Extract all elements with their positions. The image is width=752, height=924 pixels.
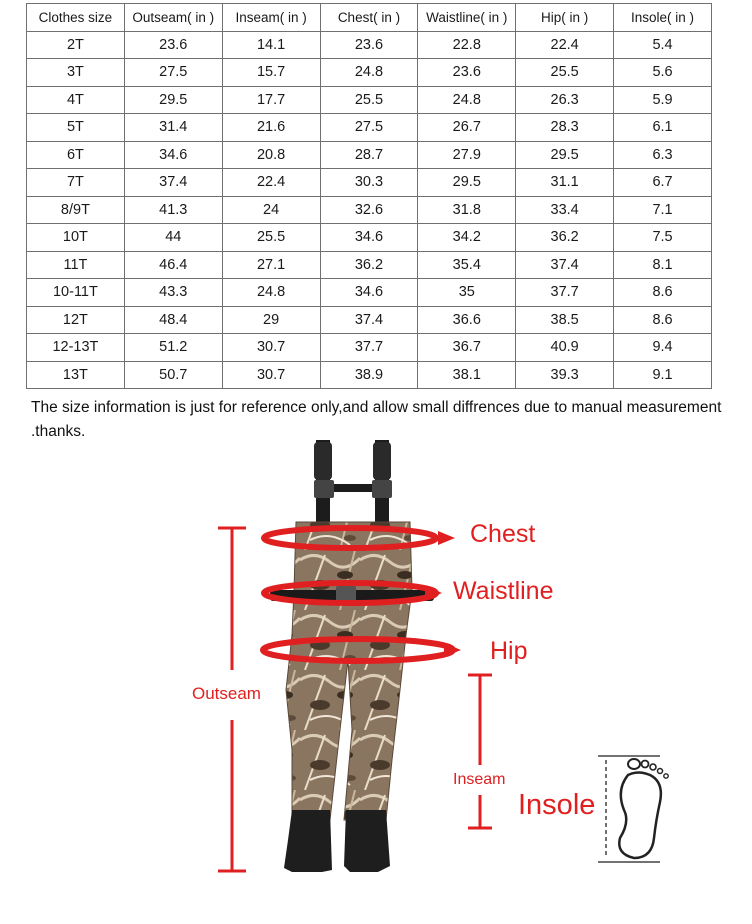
measurement-cell: 26.7 xyxy=(418,114,516,142)
measurement-cell: 36.7 xyxy=(418,334,516,362)
measurement-cell: 29.5 xyxy=(124,86,222,114)
size-cell: 12-13T xyxy=(27,334,125,362)
measurement-cell: 25.5 xyxy=(516,59,614,87)
measurement-cell: 25.5 xyxy=(222,224,320,252)
size-note: The size information is just for reference only,and allow small diffrences due to manual measurement .thanks. xyxy=(31,399,722,440)
measurement-cell: 37.4 xyxy=(320,306,418,334)
header-cell: Chest( in ) xyxy=(320,4,418,32)
table-row xyxy=(27,334,712,362)
measurement-cell: 23.6 xyxy=(418,59,516,87)
header-cell: Insole( in ) xyxy=(614,4,712,32)
measurement-cell: 46.4 xyxy=(124,251,222,279)
measurement-cell: 5.9 xyxy=(614,86,712,114)
measurement-cell: 6.1 xyxy=(614,114,712,142)
measurement-cell: 29 xyxy=(222,306,320,334)
size-cell: 13T xyxy=(27,361,125,389)
size-cell: 3T xyxy=(27,59,125,87)
waistline-label: Waistline xyxy=(453,577,554,605)
measurement-cell: 24.8 xyxy=(320,59,418,87)
inseam-bracket xyxy=(468,675,492,828)
inseam-label: Inseam xyxy=(453,771,506,788)
measurement-cell: 28.3 xyxy=(516,114,614,142)
measurement-cell: 39.3 xyxy=(516,361,614,389)
wader-body xyxy=(286,522,412,820)
measurement-cell: 25.5 xyxy=(320,86,418,114)
measurement-cell: 32.6 xyxy=(320,196,418,224)
measurement-cell: 6.7 xyxy=(614,169,712,197)
left-boot xyxy=(284,810,332,872)
measurement-cell: 38.5 xyxy=(516,306,614,334)
size-chart-table xyxy=(26,3,712,389)
measurement-cell: 31.1 xyxy=(516,169,614,197)
measurement-cell: 51.2 xyxy=(124,334,222,362)
size-cell: 11T xyxy=(27,251,125,279)
measurement-cell: 30.3 xyxy=(320,169,418,197)
measurement-cell: 22.4 xyxy=(222,169,320,197)
measurement-cell: 6.3 xyxy=(614,141,712,169)
header-cell: Inseam( in ) xyxy=(222,4,320,32)
table-row xyxy=(27,86,712,114)
size-cell: 5T xyxy=(27,114,125,142)
measurement-cell: 33.4 xyxy=(516,196,614,224)
measurement-cell: 23.6 xyxy=(320,31,418,59)
hip-label: Hip xyxy=(490,637,528,665)
header-cell: Clothes size xyxy=(27,4,125,32)
measurement-cell: 24 xyxy=(222,196,320,224)
measurement-cell: 37.4 xyxy=(124,169,222,197)
measurement-cell: 37.7 xyxy=(320,334,418,362)
measurement-cell: 34.6 xyxy=(124,141,222,169)
measurement-cell: 8.6 xyxy=(614,279,712,307)
measurement-cell: 15.7 xyxy=(222,59,320,87)
size-cell: 8/9T xyxy=(27,196,125,224)
size-cell: 10-11T xyxy=(27,279,125,307)
measurement-cell: 23.6 xyxy=(124,31,222,59)
measurement-cell: 24.8 xyxy=(222,279,320,307)
measurement-cell: 17.7 xyxy=(222,86,320,114)
measurement-cell: 5.4 xyxy=(614,31,712,59)
measurement-cell: 35.4 xyxy=(418,251,516,279)
measurement-cell: 40.9 xyxy=(516,334,614,362)
measurement-cell: 22.4 xyxy=(516,31,614,59)
measurement-cell: 36.2 xyxy=(320,251,418,279)
measurement-cell: 9.4 xyxy=(614,334,712,362)
measurement-cell: 43.3 xyxy=(124,279,222,307)
measurement-cell: 21.6 xyxy=(222,114,320,142)
measurement-cell: 7.5 xyxy=(614,224,712,252)
size-cell: 4T xyxy=(27,86,125,114)
table-header-row xyxy=(27,4,712,32)
measurement-cell: 22.8 xyxy=(418,31,516,59)
outseam-label: Outseam xyxy=(192,684,261,703)
measurement-cell: 20.8 xyxy=(222,141,320,169)
measurement-cell: 28.7 xyxy=(320,141,418,169)
size-cell: 10T xyxy=(27,224,125,252)
measurement-cell: 30.7 xyxy=(222,334,320,362)
measurement-cell: 36.6 xyxy=(418,306,516,334)
measurement-cell: 27.1 xyxy=(222,251,320,279)
measurement-cell: 14.1 xyxy=(222,31,320,59)
table-row xyxy=(27,361,712,389)
size-cell: 2T xyxy=(27,31,125,59)
measurement-cell: 9.1 xyxy=(614,361,712,389)
table-row xyxy=(27,169,712,197)
table-row xyxy=(27,141,712,169)
chest-label: Chest xyxy=(470,520,536,548)
measurement-cell: 31.8 xyxy=(418,196,516,224)
measurement-cell: 8.1 xyxy=(614,251,712,279)
table-body xyxy=(27,31,712,389)
measurement-cell: 31.4 xyxy=(124,114,222,142)
table-row xyxy=(27,251,712,279)
measurement-cell: 50.7 xyxy=(124,361,222,389)
measurement-cell: 7.1 xyxy=(614,196,712,224)
measurement-cell: 34.2 xyxy=(418,224,516,252)
measurement-cell: 37.4 xyxy=(516,251,614,279)
size-cell: 6T xyxy=(27,141,125,169)
measurement-cell: 27.5 xyxy=(124,59,222,87)
measurement-cell: 41.3 xyxy=(124,196,222,224)
measurement-cell: 36.2 xyxy=(516,224,614,252)
measurement-cell: 24.8 xyxy=(418,86,516,114)
measurement-cell: 29.5 xyxy=(418,169,516,197)
header-cell: Outseam( in ) xyxy=(124,4,222,32)
table-row xyxy=(27,196,712,224)
measurement-cell: 27.5 xyxy=(320,114,418,142)
suspender-straps xyxy=(314,440,392,524)
measurement-cell: 27.9 xyxy=(418,141,516,169)
header-cell: Waistline( in ) xyxy=(418,4,516,32)
measurement-cell: 30.7 xyxy=(222,361,320,389)
measurement-figure xyxy=(0,430,752,919)
size-cell: 7T xyxy=(27,169,125,197)
measurement-cell: 35 xyxy=(418,279,516,307)
measurement-cell: 29.5 xyxy=(516,141,614,169)
size-cell: 12T xyxy=(27,306,125,334)
table-row xyxy=(27,114,712,142)
measurement-cell: 44 xyxy=(124,224,222,252)
measurement-cell: 48.4 xyxy=(124,306,222,334)
table-row xyxy=(27,306,712,334)
measurement-cell: 8.6 xyxy=(614,306,712,334)
measurement-cell: 38.1 xyxy=(418,361,516,389)
measurement-cell: 37.7 xyxy=(516,279,614,307)
table-row xyxy=(27,224,712,252)
right-boot xyxy=(344,810,390,872)
table-row xyxy=(27,59,712,87)
table-row xyxy=(27,31,712,59)
waders-illustration xyxy=(0,430,752,919)
measurement-cell: 38.9 xyxy=(320,361,418,389)
measurement-cell: 26.3 xyxy=(516,86,614,114)
measurement-cell: 34.6 xyxy=(320,279,418,307)
header-cell: Hip( in ) xyxy=(516,4,614,32)
measurement-cell: 5.6 xyxy=(614,59,712,87)
footprint-icon xyxy=(598,756,668,862)
measurement-cell: 34.6 xyxy=(320,224,418,252)
insole-label: Insole xyxy=(518,789,596,821)
table-row xyxy=(27,279,712,307)
